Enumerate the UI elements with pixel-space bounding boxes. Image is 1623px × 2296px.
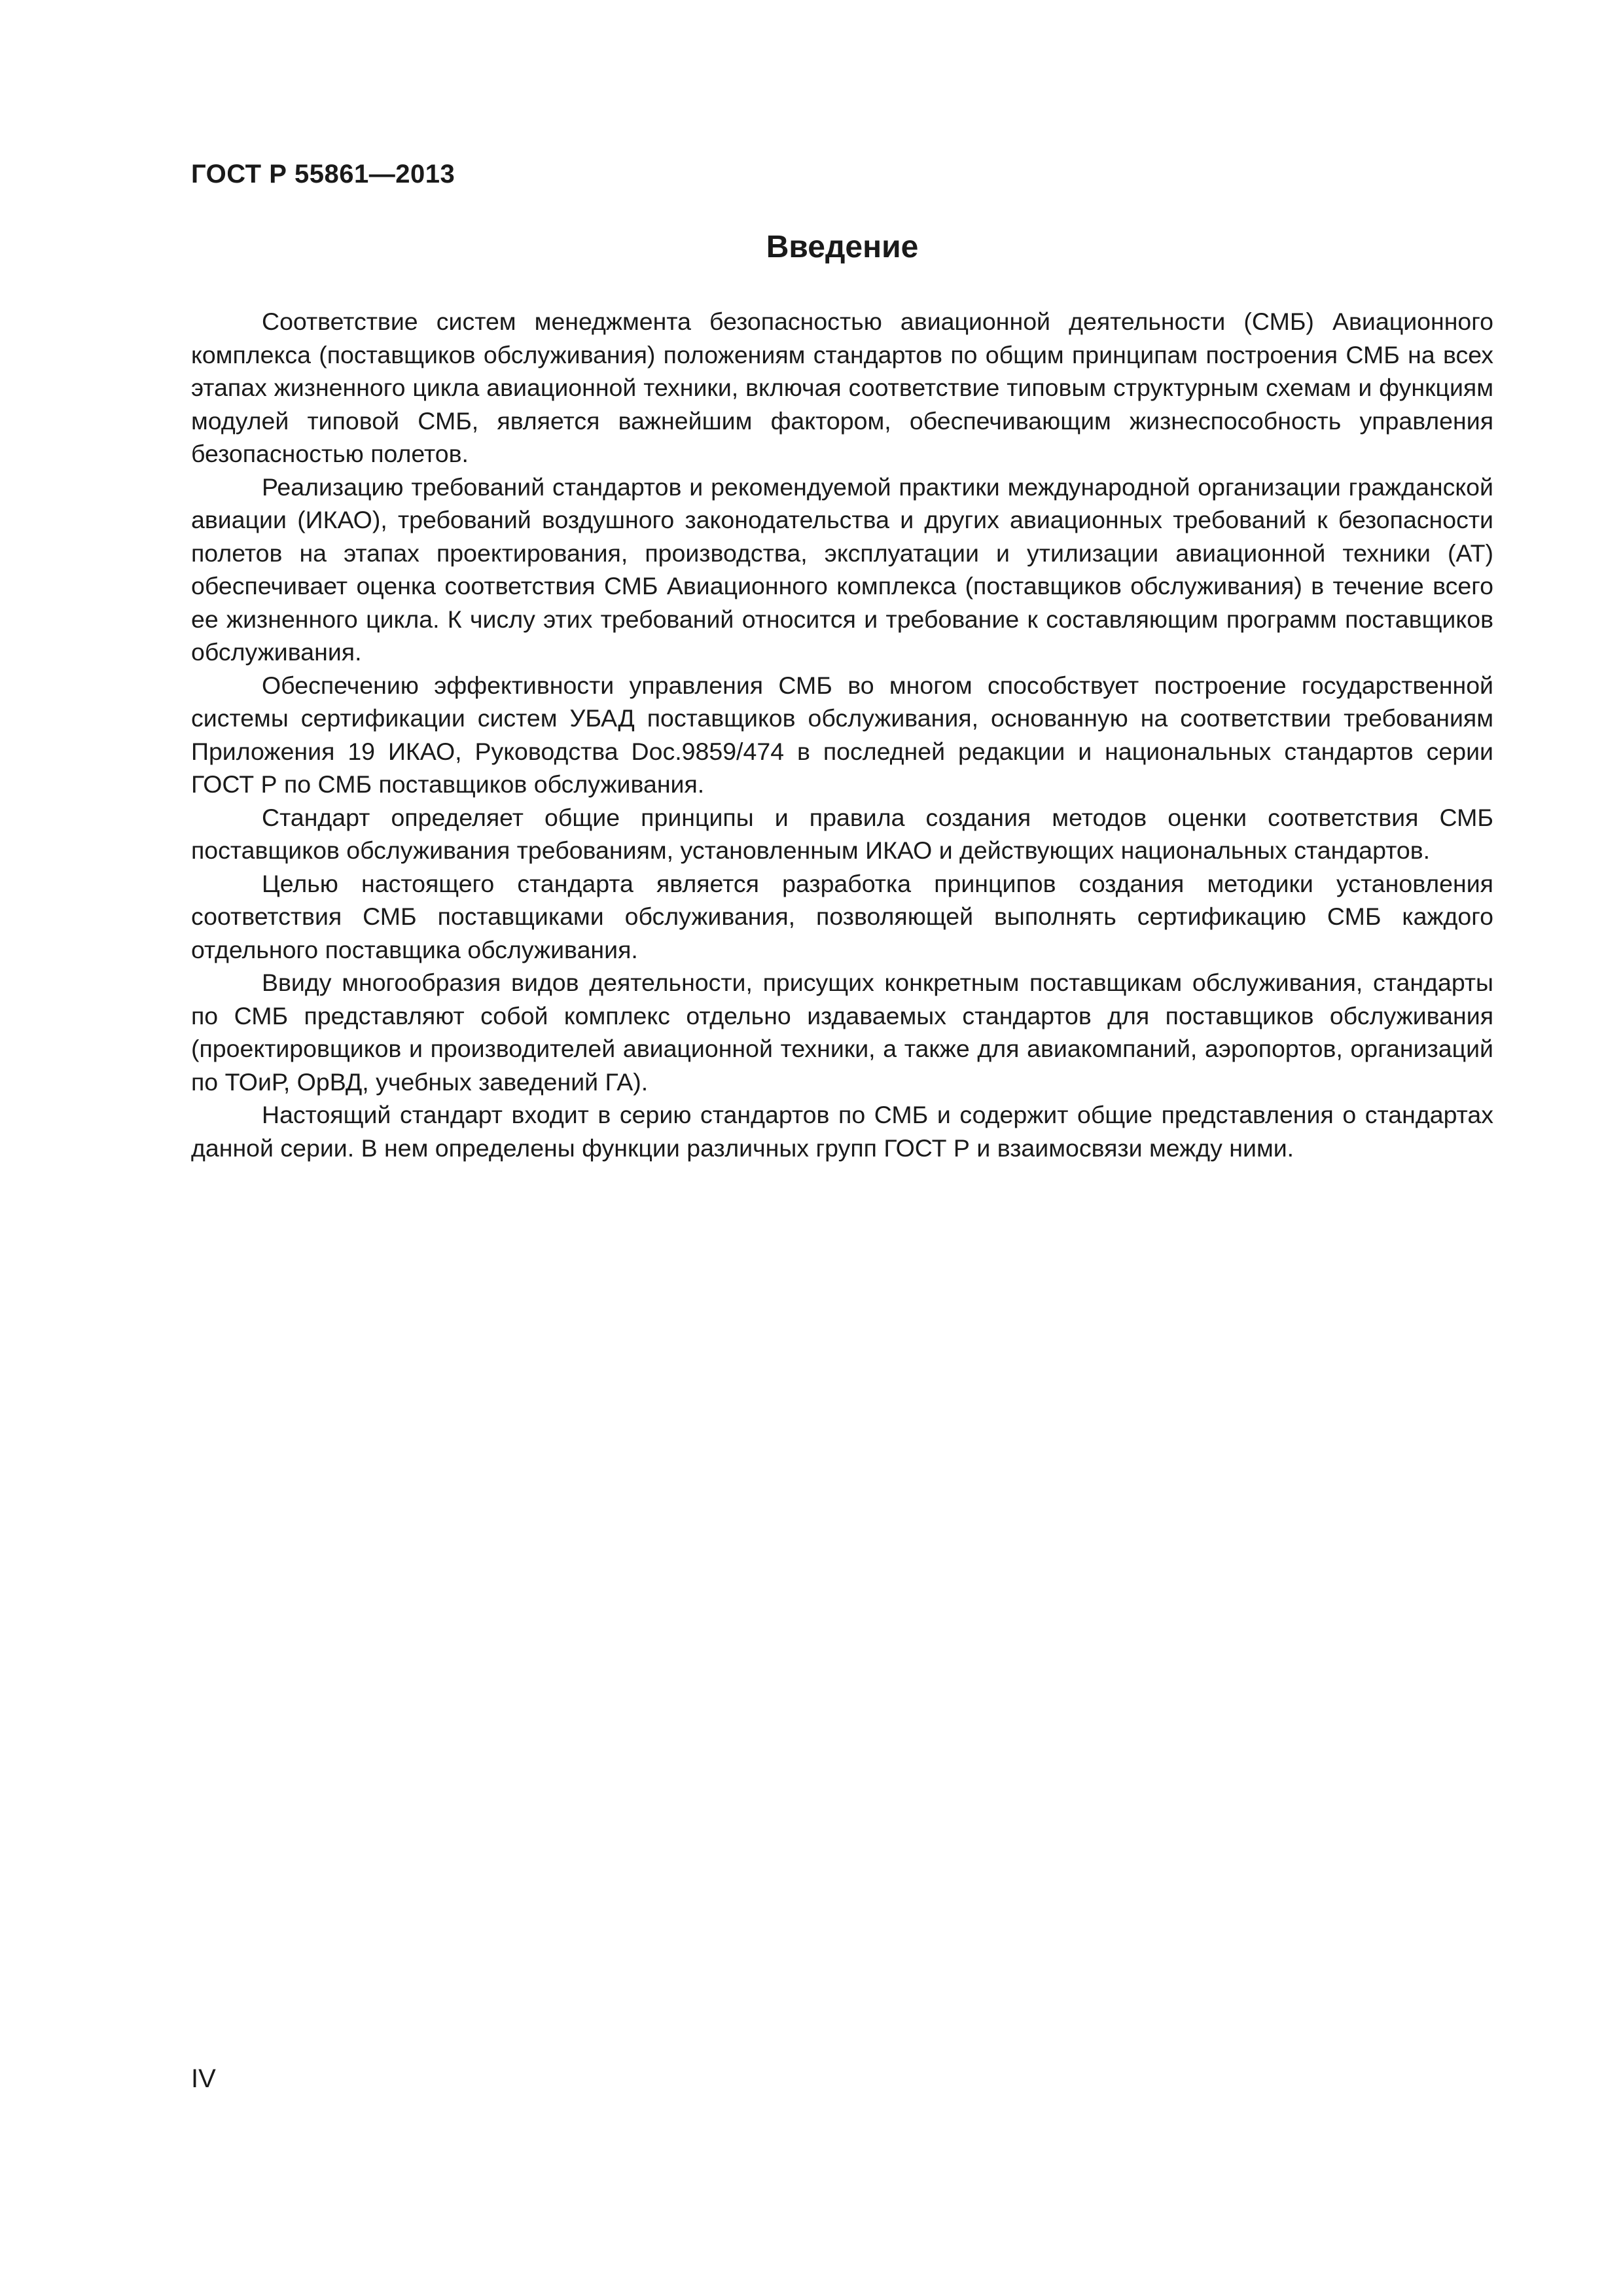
document-code: ГОСТ Р 55861—2013 (191, 160, 455, 188)
paragraph: Обеспечению эффективности управления СМБ во многом способствует построение государственной системы сертификации систем УБАД поставщиков обслуживания, основанную на соответствии требованиям Приложения 19 ИКАО, Руководства Doc.9859/474 в последней редакции и национальных стандартов серии ГОСТ Р по СМБ поставщиков обслуживания. (191, 671, 1493, 798)
paragraph: Ввиду многообразия видов деятельности, присущих конкретным поставщикам обслуживания, стандарты по СМБ представляют собой комплекс отдельно издаваемых стандартов для поставщиков обслуживания (проектировщиков и производителей авиационной техники, а также для авиакомпаний, аэропортов, организаций по ТОиР, ОрВД, учебных заведений ГА). (191, 969, 1493, 1096)
section-title: Введение (766, 230, 919, 264)
paragraph: Реализацию требований стандартов и рекомендуемой практики международной организации гражданской авиации (ИКАО), требований воздушного законодательства и других авиационных требований к безопасности полетов на этапах проектирования, производства, эксплуатации и утилизации авиационной техники (АТ) обеспечивает оценка соответствия СМБ Авиационного комплекса (поставщиков обслуживания) в течение всего ее жизненного цикла. К числу этих требований относится и требование к составляющим программ поставщиков обслуживания. (191, 473, 1493, 666)
paragraph: Соответствие систем менеджмента безопасностью авиационной деятельности (СМБ) Авиационного комплекса (поставщиков обслуживания) положениям стандартов по общим принципам построения СМБ на всех этапах жизненного цикла авиационной техники, включая соответствие типовым структурным схемам и функциям модулей типовой СМБ, является важнейшим фактором, обеспечивающим жизнеспособность управления безопасностью полетов. (191, 308, 1493, 467)
paragraph: Настоящий стандарт входит в серию стандартов по СМБ и содержит общие представления о стандартах данной серии. В нем определены функции различных групп ГОСТ Р и взаимосвязи между ними. (191, 1101, 1493, 1162)
paragraph: Целью настоящего стандарта является разработка принципов создания методики установления соответствия СМБ поставщиками обслуживания, позволяющей выполнять сертификацию СМБ каждого отдельного поставщика обслуживания. (191, 869, 1493, 963)
page-number: IV (191, 2064, 216, 2093)
body-text (191, 305, 1493, 1164)
paragraph: Стандарт определяет общие принципы и правила создания методов оценки соответствия СМБ поставщиков обслуживания требованиям, установленным ИКАО и действующих национальных стандартов. (191, 803, 1493, 864)
